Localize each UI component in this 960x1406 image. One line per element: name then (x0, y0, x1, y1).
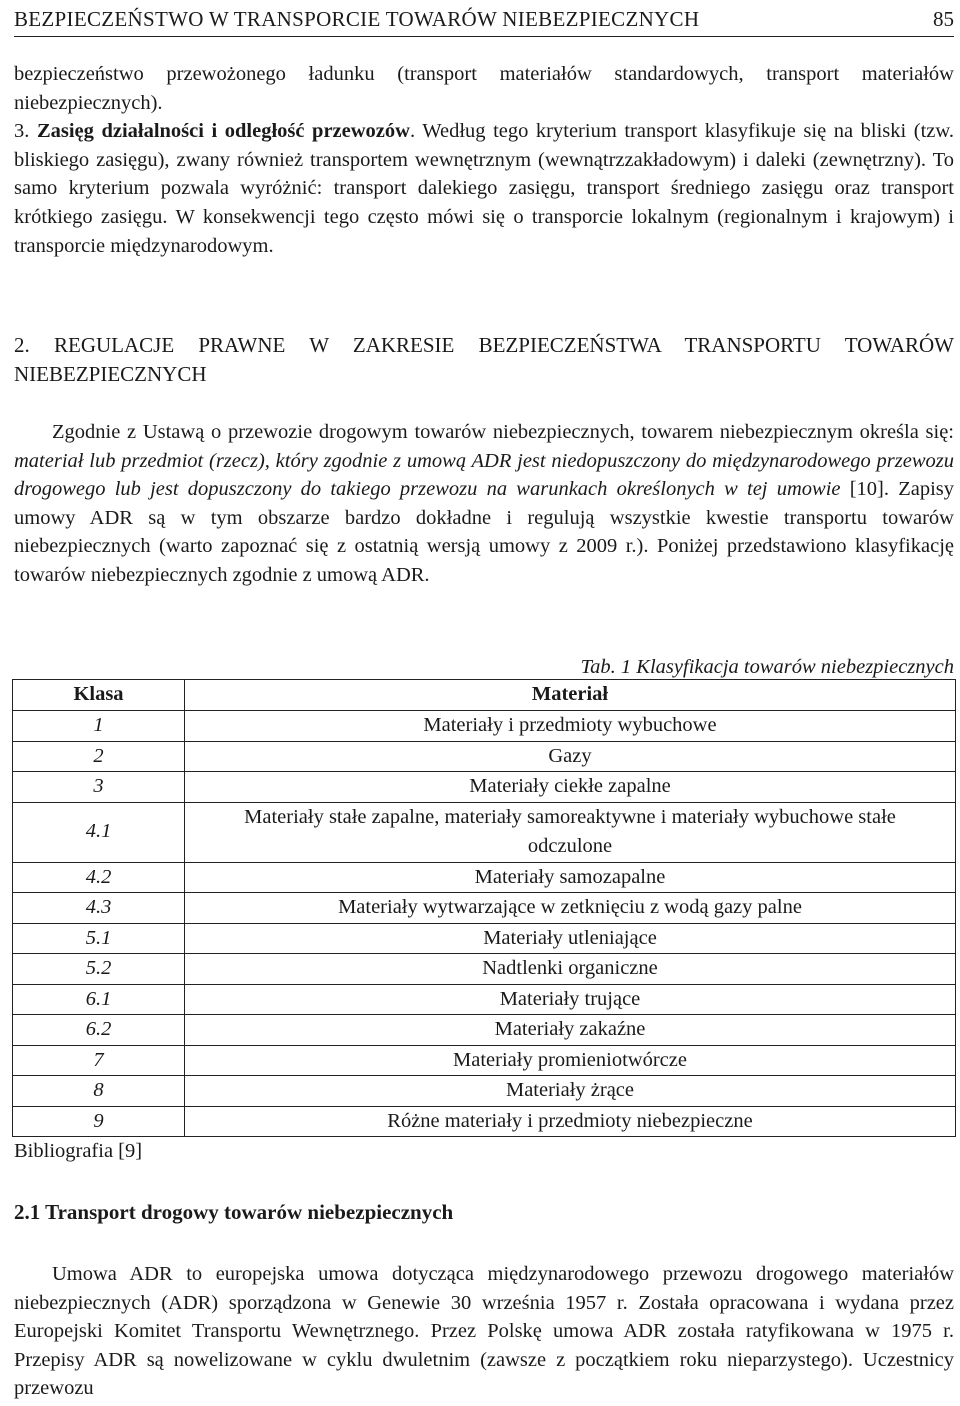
intro-paragraph: bezpieczeństwo przewożonego ładunku (transport materiałów standardowych, transport materiałów niebezpiecznych). (14, 63, 954, 114)
table-row (13, 984, 956, 1015)
cell-material: Materiały ciekłe zapalne (185, 772, 956, 803)
cell-material: Materiały stałe zapalne, materiały samoreaktywne i materiały wybuchowe stałe odczulone (185, 802, 956, 862)
table-row (13, 711, 956, 742)
table-block (14, 656, 954, 1163)
cell-material: Nadtlenki organiczne (185, 954, 956, 985)
table-row (13, 1015, 956, 1046)
cell-material: Materiały i przedmioty wybuchowe (185, 711, 956, 742)
section-2-1-paragraph: Umowa ADR to europejska umowa dotycząca międzynarodowego przewozu drogowego materiałów niebezpiecznych (ADR) sporządzona w Genewie 30 września 1957 r. Została opracowana i wydana przez Europejski Komitet Transportu Wewnętrznego. Przez Polskę umowa ADR została ratyfikowana w 1975 r. Przepisy ADR są nowelizowane w cyklu dwuletnim (zawsze z początkiem roku nieparzystego). Uczestnicy przewozu (14, 1263, 954, 1400)
cell-material: Różne materiały i przedmioty niebezpieczne (185, 1106, 956, 1137)
section-2 (14, 331, 954, 389)
cell-material: Materiały utleniające (185, 923, 956, 954)
table-row (13, 802, 956, 862)
page-number: 85 (933, 6, 954, 31)
classification-table (12, 679, 956, 1137)
cell-klasa: 5.1 (13, 923, 185, 954)
cell-material: Materiały zakaźne (185, 1015, 956, 1046)
section-2-title: 2. REGULACJE PRAWNE W ZAKRESIE BEZPIECZEŃSTWA TRANSPORTU TOWARÓW NIEBEZPIECZNYCH (14, 333, 954, 386)
list-item-3-heading: Zasięg działalności i odległość przewozów (36, 120, 410, 143)
table-row (13, 893, 956, 924)
section-2-text-a: Zgodnie z Ustawą o przewozie drogowym towarów niebezpiecznych, towarem niebezpiecznym określa się: (52, 421, 954, 443)
cell-material: Materiały wytwarzające w zetknięciu z wodą gazy palne (185, 893, 956, 924)
section-2-1-body (14, 1260, 954, 1403)
cell-klasa: 4.1 (13, 802, 185, 862)
table-row (13, 954, 956, 985)
section-2-body (14, 418, 954, 590)
cell-material: Materiały promieniotwórcze (185, 1045, 956, 1076)
table-row (13, 923, 956, 954)
cell-material: Materiały żrące (185, 1076, 956, 1107)
cell-klasa: 2 (13, 741, 185, 772)
cell-klasa: 3 (13, 772, 185, 803)
list-item-3 (14, 117, 954, 260)
cell-klasa: 4.3 (13, 893, 185, 924)
table-row (13, 862, 956, 893)
header-material: Materiał (185, 680, 956, 711)
table-header-row (13, 680, 956, 711)
section-2-paragraph (14, 418, 954, 590)
cell-material: Materiały samozapalne (185, 862, 956, 893)
cell-klasa: 6.2 (13, 1015, 185, 1046)
table-row (13, 1106, 956, 1137)
table-row (13, 741, 956, 772)
running-header-title: BEZPIECZEŃSTWO W TRANSPORCIE TOWARÓW NIEBEZPIECZNYCH (14, 6, 700, 31)
section-2-definition: materiał lub przedmiot (rzecz), który zgodnie z umową ADR jest niedopuszczony do międzynarodowego przewozu drogowego lub jest dopuszczony do takiego przewozu na warunkach określonych w tej umowie (14, 449, 954, 501)
header-klasa: Klasa (13, 680, 185, 711)
cell-klasa: 1 (13, 711, 185, 742)
table-caption: Tab. 1 Klasyfikacja towarów niebezpiecznych (580, 656, 954, 678)
table-row (13, 772, 956, 803)
section-2-1-title: 2.1 Transport drogowy towarów niebezpiecznych (14, 1200, 454, 1224)
cell-klasa: 7 (13, 1045, 185, 1076)
table-row (13, 1076, 956, 1107)
table-source: Bibliografia [9] (14, 1140, 143, 1162)
table-row (13, 1045, 956, 1076)
cell-klasa: 4.2 (13, 862, 185, 893)
cell-klasa: 5.2 (13, 954, 185, 985)
cell-klasa: 6.1 (13, 984, 185, 1015)
intro-block (14, 60, 954, 260)
cell-material: Materiały trujące (185, 984, 956, 1015)
cell-klasa: 8 (13, 1076, 185, 1107)
list-item-3-number: 3. (14, 120, 37, 143)
section-2-1 (14, 1200, 954, 1225)
cell-klasa: 9 (13, 1106, 185, 1137)
cell-material: Gazy (185, 741, 956, 772)
list-item-3-text: . Według tego kryterium transport klasyfikuje się na bliski (tzw. bliskiego zasięgu), zwany również transportem wewnętrznym (wewnątrzzakładowym) i daleki (zewnętrzny). To samo kryterium pozwala wyróżnić: transport dalekiego zasięgu, transport średniego zasięgu oraz transport krótkiego zasięgu. W konsekwencji tego często mówi się o transporcie lokalnym (regionalnym i krajowym) i transporcie międzynarodowym. (14, 120, 954, 257)
running-header (14, 2, 954, 37)
section-2-text-b: [10]. Zapisy umowy ADR są w tym obszarze bardzo dokładne i regulują wszystkie kwestie transportu towarów niebezpiecznych (warto zapoznać się z ostatnią wersją umowy z 2009 r.). Poniżej przedstawiono klasyfikację towarów niebezpiecznych zgodnie z umową ADR. (14, 478, 954, 586)
